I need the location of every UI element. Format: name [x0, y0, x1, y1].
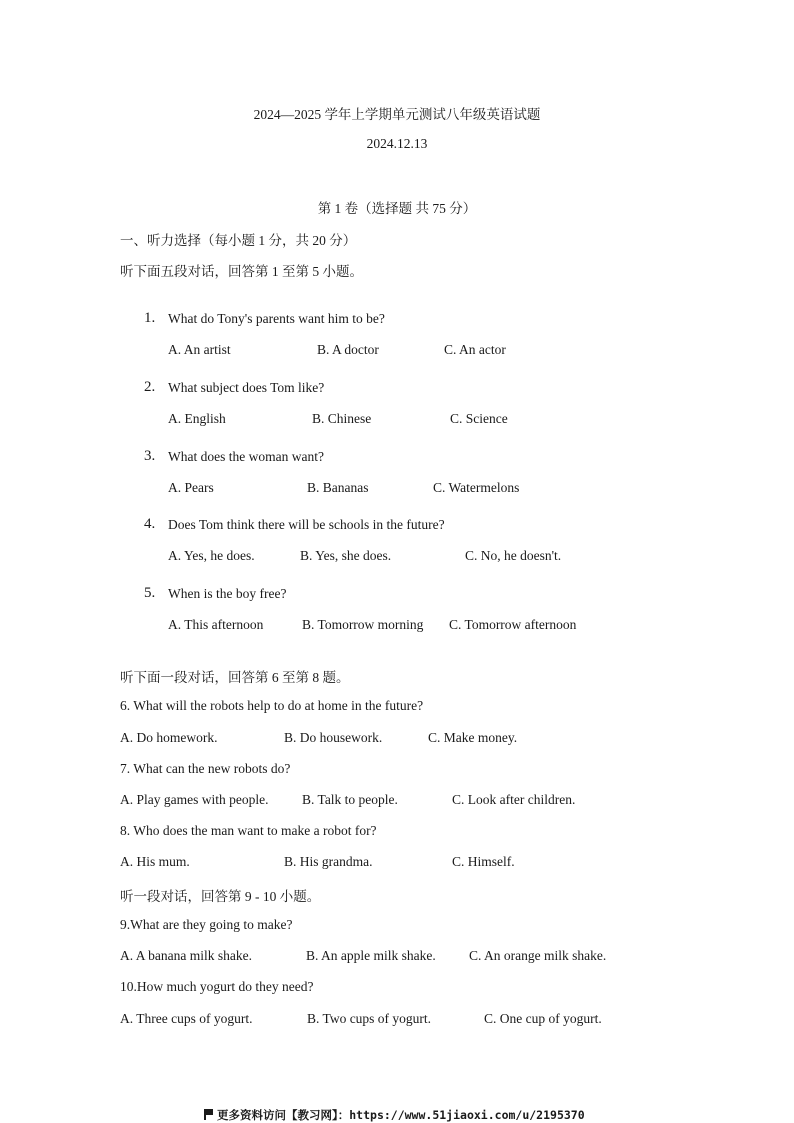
- option-c: C. Make money.: [428, 730, 518, 745]
- option-b: B. Yes, she does.: [300, 548, 392, 563]
- question-number: 5.: [144, 585, 156, 601]
- question-number: 4.: [144, 516, 156, 532]
- question-text: 10.How much yogurt do they need?: [120, 979, 314, 994]
- question-text: Does Tom think there will be schools in the future?: [168, 517, 445, 532]
- option-b: B. A doctor: [317, 342, 379, 357]
- question-text: 7. What can the new robots do?: [120, 761, 291, 776]
- footer-text: 更多资料访问【教习网】：https://www.51jiaoxi.com/u/2195370: [217, 1108, 585, 1122]
- question-text: What does the woman want?: [168, 449, 324, 464]
- option-c: C. One cup of yogurt.: [484, 1011, 602, 1026]
- option-a: A. A banana milk shake.: [120, 948, 252, 963]
- option-a: A. An artist: [168, 342, 231, 357]
- option-b: B. Bananas: [307, 480, 369, 495]
- instruction-9-10: 听一段对话，回答第 9 - 10 小题。: [120, 889, 321, 904]
- question-text: What do Tony's parents want him to be?: [168, 311, 385, 326]
- question-text: 8. Who does the man want to make a robot for?: [120, 823, 377, 838]
- question-text: 9.What are they going to make?: [120, 917, 293, 932]
- question-number: 2.: [144, 379, 156, 395]
- option-a: A. Yes, he does.: [168, 548, 255, 563]
- option-a: A. His mum.: [120, 854, 190, 869]
- option-a: A. Do homework.: [120, 730, 218, 745]
- option-b: B. An apple milk shake.: [306, 948, 436, 963]
- question-text: What subject does Tom like?: [168, 380, 325, 395]
- exam-date: 2024.12.13: [366, 136, 428, 151]
- option-b: B. His grandma.: [284, 854, 373, 869]
- option-c: C. Himself.: [452, 854, 515, 869]
- option-b: B. Do housework.: [284, 730, 383, 745]
- volume-title: 第 1 卷（选择题 共 75 分）: [317, 201, 477, 216]
- instruction-6-8: 听下面一段对话，回答第 6 至第 8 题。: [120, 670, 350, 685]
- option-c: C. No, he doesn't.: [465, 548, 562, 563]
- option-a: A. Play games with people.: [120, 792, 269, 807]
- flag-icon: [204, 1109, 213, 1120]
- question-number: 3.: [144, 448, 156, 464]
- option-c: C. Look after children.: [452, 792, 576, 807]
- option-c: C. Watermelons: [433, 480, 520, 495]
- exam-title: 2024—2025 学年上学期单元测试八年级英语试题: [253, 107, 541, 122]
- option-c: C. Science: [450, 411, 508, 426]
- option-a: A. This afternoon: [168, 617, 264, 632]
- option-a: A. English: [168, 411, 226, 426]
- option-b: B. Two cups of yogurt.: [307, 1011, 432, 1026]
- instruction-1-5: 听下面五段对话，回答第 1 至第 5 小题。: [120, 264, 363, 279]
- option-b: B. Talk to people.: [302, 792, 398, 807]
- footer-link[interactable]: [204, 1107, 585, 1123]
- option-c: C. An actor: [444, 342, 506, 357]
- option-c: C. An orange milk shake.: [469, 948, 607, 963]
- option-c: C. Tomorrow afternoon: [449, 617, 577, 632]
- option-b: B. Tomorrow morning: [302, 617, 424, 632]
- question-text: When is the boy free?: [168, 586, 287, 601]
- option-b: B. Chinese: [312, 411, 372, 426]
- question-text: 6. What will the robots help to do at home in the future?: [120, 698, 424, 713]
- option-a: A. Pears: [168, 480, 214, 495]
- section-heading: 一、听力选择（每小题 1 分，共 20 分）: [120, 233, 357, 248]
- question-number: 1.: [144, 310, 156, 326]
- option-a: A. Three cups of yogurt.: [120, 1011, 253, 1026]
